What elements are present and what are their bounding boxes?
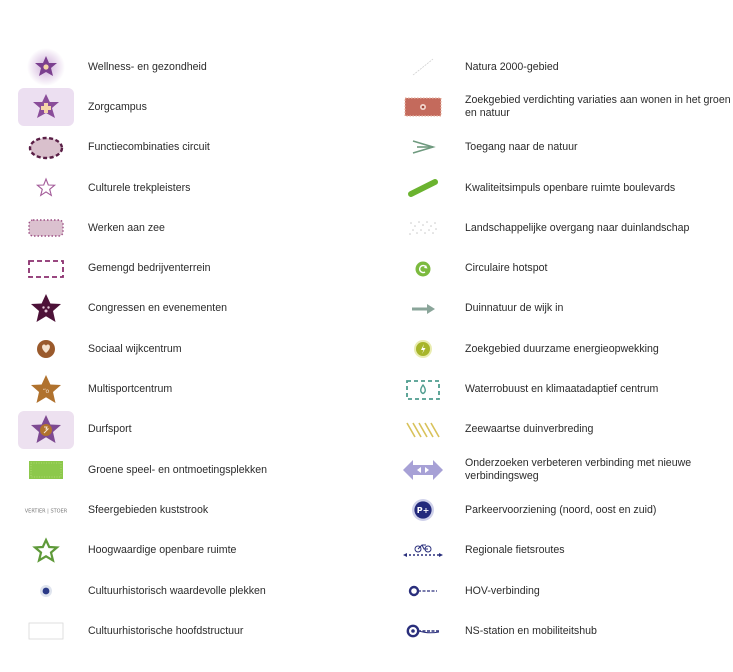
sfeer-icon-text: VERTIER | STOER	[24, 508, 68, 515]
legend-item	[385, 490, 733, 530]
svg-text:“o: “o	[42, 387, 50, 395]
legend-label: Multisportcentrum	[88, 383, 173, 396]
legend-item	[0, 87, 380, 127]
water-dashed-icon	[389, 369, 457, 409]
green-rect-icon	[14, 450, 78, 490]
legend-label: Durfsport	[88, 423, 132, 436]
energy-circle-icon	[389, 329, 457, 369]
legend-label: Cultuurhistorisch waardevolle plekken	[88, 584, 266, 597]
legend-label: Zoekgebied verdichting variaties aan wonen in het groen en natuur	[465, 94, 731, 120]
legend-item	[0, 289, 380, 329]
legend-label: Circulaire hotspot	[465, 262, 548, 275]
legend-label: Sociaal wijkcentrum	[88, 342, 182, 355]
dark-star-icon	[14, 289, 78, 329]
legend-item	[0, 168, 380, 208]
legend-label: Kwaliteitsimpuls openbare ruimte boulevards	[465, 181, 676, 194]
legend-item	[385, 450, 733, 490]
dashed-ellipse-icon	[14, 128, 78, 168]
diagonal-line-icon	[389, 47, 457, 87]
legend-item	[0, 611, 380, 651]
dashed-rect-icon	[14, 248, 78, 288]
green-bar-icon	[389, 168, 457, 208]
legend-item	[385, 248, 733, 288]
durfsport-star-icon	[14, 410, 78, 450]
dotted-rounded-rect-icon	[14, 208, 78, 248]
legend-label: Waterrobuust en klimaatadaptief centrum	[465, 383, 659, 396]
legend-label: Groene speel- en ontmoetingsplekken	[88, 463, 268, 476]
legend-label: Hoogwaardige openbare ruimte	[88, 544, 237, 557]
legend-item	[0, 410, 380, 450]
legend-label: Zoekgebied duurzame energieopwekking	[465, 342, 659, 355]
green-outline-star-icon	[14, 531, 78, 571]
legend-item	[0, 208, 380, 248]
bicycle-route-icon	[389, 531, 457, 571]
legend-label: Gemengd bedrijventerrein	[88, 262, 211, 275]
legend-item	[385, 87, 733, 127]
legend-item	[385, 611, 733, 651]
parking-icon-text: P+	[416, 506, 430, 516]
legend-label: NS-station en mobiliteitshub	[465, 624, 597, 637]
legend-column-right	[385, 47, 733, 651]
legend-label: Sfeergebieden kuststrook	[88, 503, 209, 516]
double-arrow-icon	[389, 450, 457, 490]
legend-label: Functiecombinaties circuit	[88, 141, 210, 154]
legend-label: Congressen en evenementen	[88, 302, 227, 315]
legend-label: Duinnatuur de wijk in	[465, 302, 564, 315]
legend-item	[0, 47, 380, 87]
dune-dots-icon	[389, 208, 457, 248]
legend-item	[0, 128, 380, 168]
legend-item	[385, 47, 733, 87]
legend-label: Natura 2000-gebied	[465, 60, 559, 73]
legend-item	[385, 571, 733, 611]
hov-icon	[389, 571, 457, 611]
legend-item	[0, 248, 380, 288]
grey-arrow-icon	[389, 289, 457, 329]
wellness-star-icon	[14, 47, 78, 87]
legend-item	[385, 168, 733, 208]
outline-star-icon	[14, 168, 78, 208]
sport-star-icon	[14, 369, 78, 409]
parking-icon	[389, 490, 457, 530]
legend-item	[0, 369, 380, 409]
legend-item	[0, 329, 380, 369]
legend-item	[385, 208, 733, 248]
legend-label: Toegang naar de natuur	[465, 141, 578, 154]
blue-dot-icon	[14, 571, 78, 611]
red-dotted-rect-icon	[389, 87, 457, 127]
heart-circle-icon	[14, 329, 78, 369]
legend-item	[385, 410, 733, 450]
circular-hotspot-icon	[389, 248, 457, 288]
legend-label: Culturele trekpleisters	[88, 181, 191, 194]
nature-arrow-icon	[389, 128, 457, 168]
legend-label: Zorgcampus	[88, 100, 147, 113]
legend-label: Landschappelijke overgang naar duinlandschap	[465, 221, 690, 234]
legend-label: HOV-verbinding	[465, 584, 540, 597]
zorgcampus-star-icon	[14, 87, 78, 127]
legend-item	[0, 531, 380, 571]
legend-item	[385, 531, 733, 571]
sfeer-text-icon	[14, 490, 78, 530]
legend-label: Cultuurhistorische hoofdstructuur	[88, 624, 244, 637]
legend-label: Werken aan zee	[88, 221, 165, 234]
legend-item	[0, 450, 380, 490]
legend-column-left	[0, 47, 380, 651]
legend-label: Onderzoeken verbeteren verbinding met nieuwe verbindingsweg	[465, 457, 692, 483]
station-icon	[389, 611, 457, 651]
legend-label: Wellness- en gezondheid	[88, 60, 207, 73]
legend-item	[385, 128, 733, 168]
legend-item	[0, 490, 380, 530]
legend-item	[0, 571, 380, 611]
legend-label: Zeewaartse duinverbreding	[465, 423, 594, 436]
legend-label: Regionale fietsroutes	[465, 544, 565, 557]
legend-item	[385, 289, 733, 329]
thin-rect-icon	[14, 611, 78, 651]
legend-item	[385, 369, 733, 409]
legend-label: Parkeervoorziening (noord, oost en zuid)	[465, 503, 657, 516]
legend-item	[385, 329, 733, 369]
yellow-hatch-icon	[389, 410, 457, 450]
